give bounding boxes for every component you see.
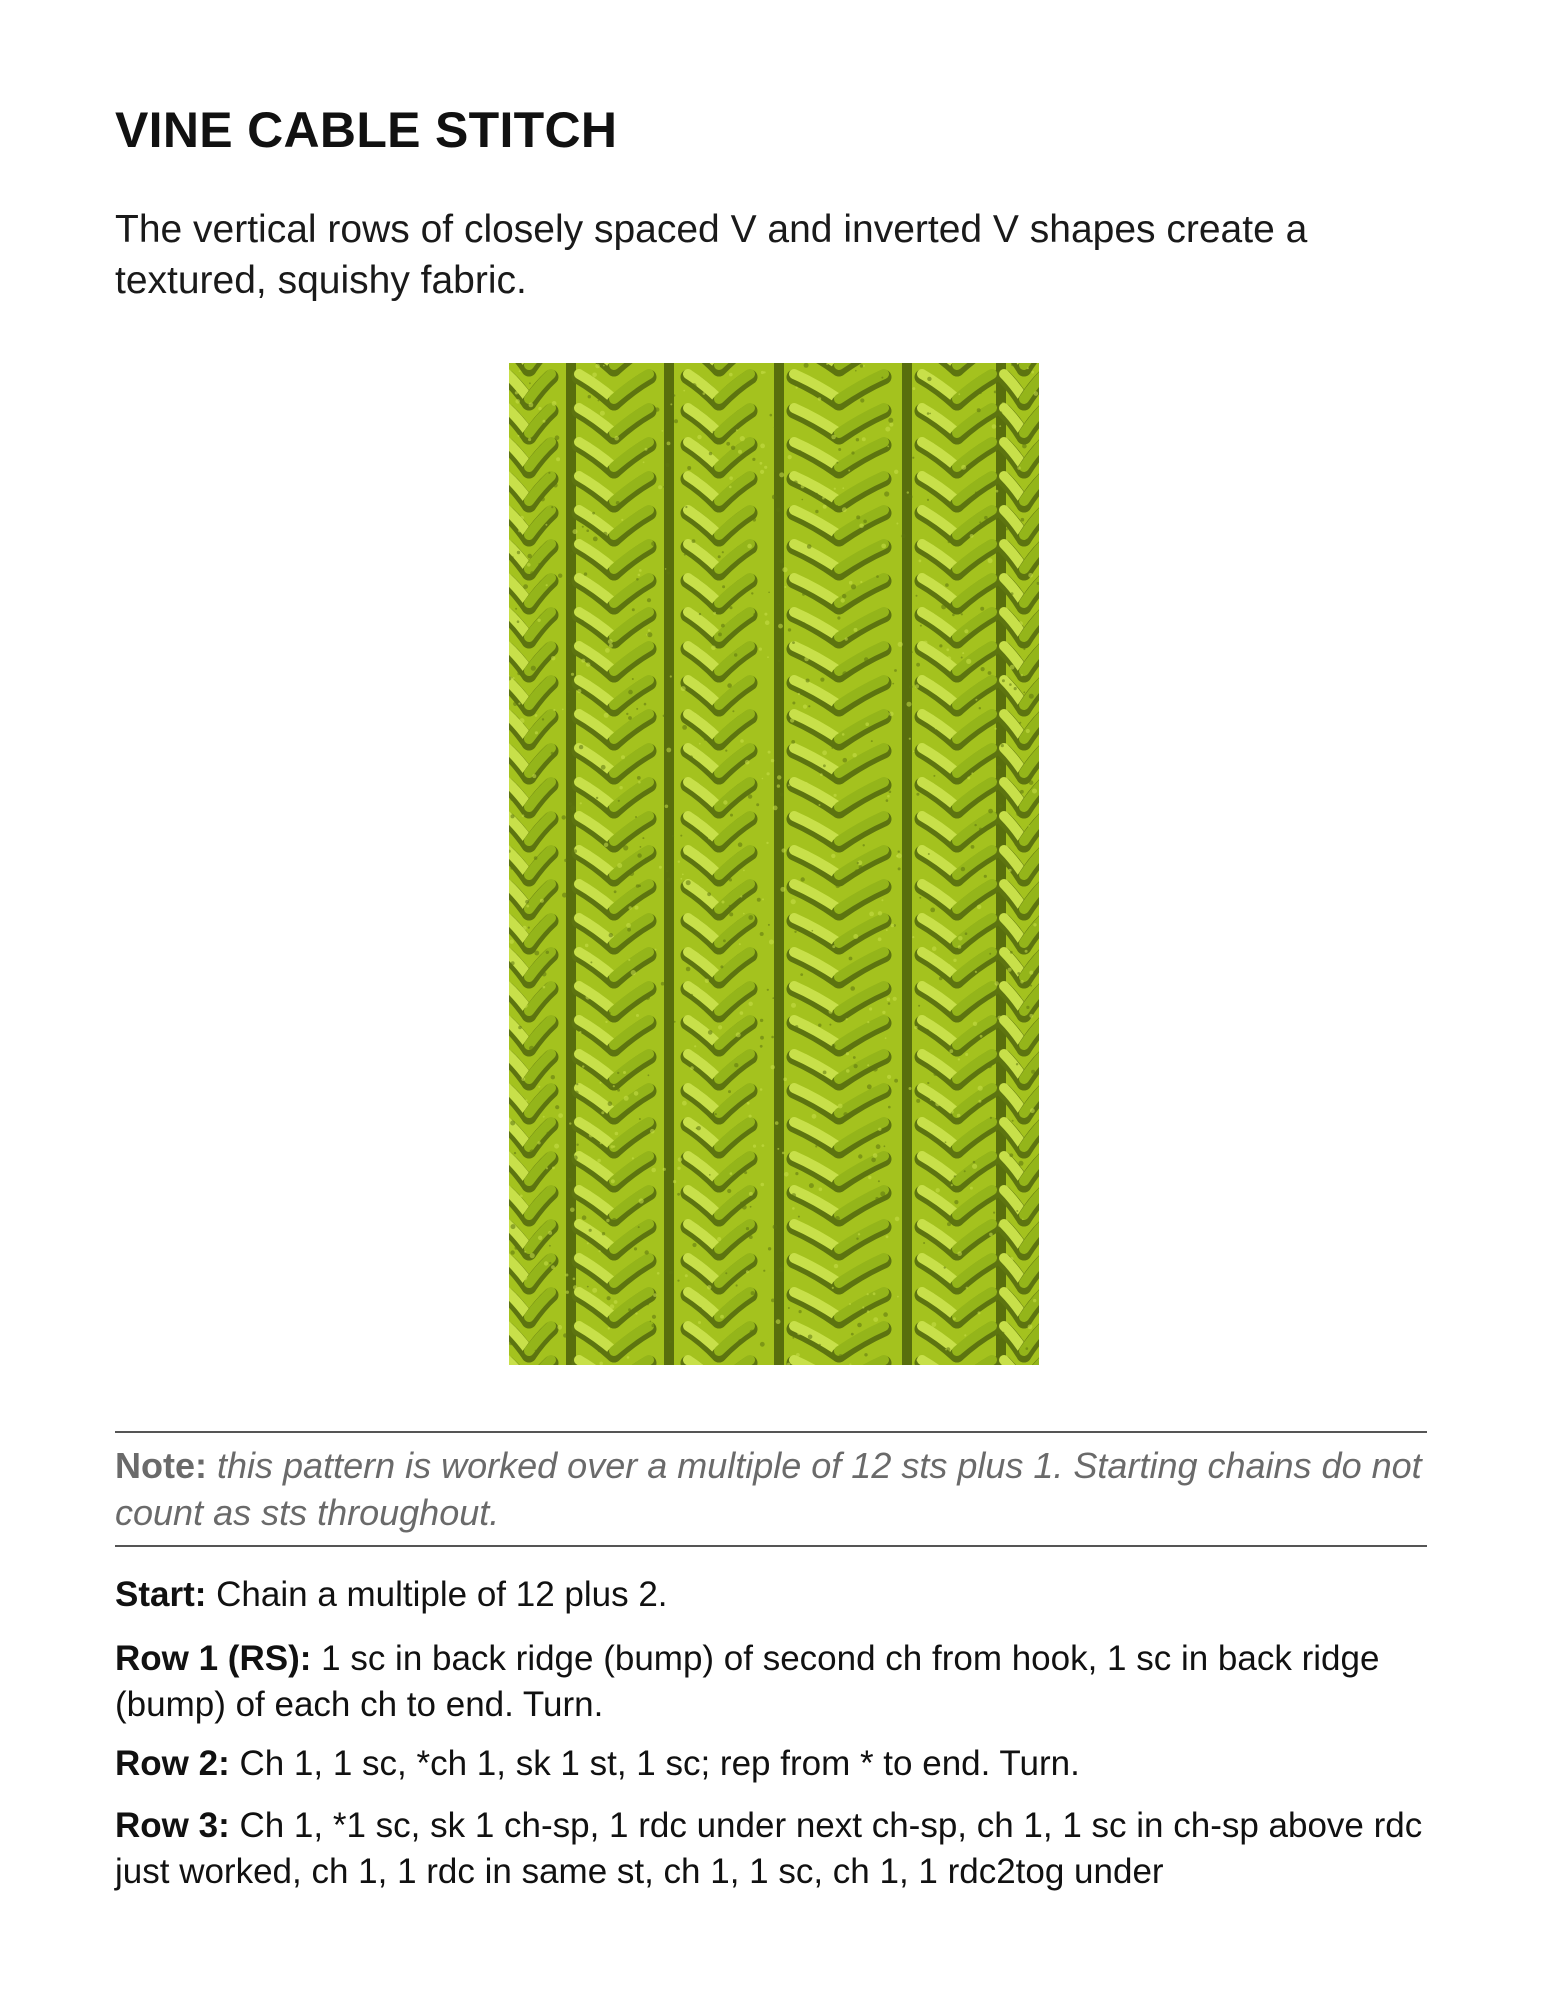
instruction-start <box>115 1572 1427 1618</box>
note-bottom-divider <box>115 1545 1427 1547</box>
page-title: VINE CABLE STITCH <box>115 102 618 158</box>
instruction-label: Row 2: <box>115 1744 230 1783</box>
instruction-text: Chain a multiple of 12 plus 2. <box>216 1575 668 1614</box>
note-top-divider <box>115 1431 1427 1433</box>
instruction-row-2 <box>115 1741 1427 1787</box>
intro-paragraph: The vertical rows of closely spaced V and inverted V shapes create a textured, squishy fabric. <box>115 208 1308 302</box>
note-text: this pattern is worked over a multiple of 12 sts plus 1. Starting chains do not count as sts throughout. <box>115 1445 1422 1533</box>
instruction-text: 1 sc in back ridge (bump) of second ch from hook, 1 sc in back ridge (bump) of each ch to end. Turn. <box>115 1639 1380 1724</box>
instruction-row-1 <box>115 1636 1427 1728</box>
instruction-label: Row 3: <box>115 1806 230 1845</box>
crochet-swatch-image <box>509 363 1039 1365</box>
note-label: Note: <box>115 1445 207 1486</box>
instruction-text: Ch 1, *1 sc, sk 1 ch-sp, 1 rdc under next ch-sp, ch 1, 1 sc in ch-sp above rdc just worked, ch 1, 1 rdc in same st, ch 1, 1 sc, ch 1, 1 rdc2tog under <box>115 1806 1423 1891</box>
instruction-label: Start: <box>115 1575 207 1614</box>
instruction-text: Ch 1, 1 sc, *ch 1, sk 1 st, 1 sc; rep from * to end. Turn. <box>239 1744 1080 1783</box>
swatch-texture <box>509 363 1039 1365</box>
instruction-label: Row 1 (RS): <box>115 1639 312 1678</box>
instruction-row-3 <box>115 1803 1427 1895</box>
note-block <box>115 1442 1427 1536</box>
